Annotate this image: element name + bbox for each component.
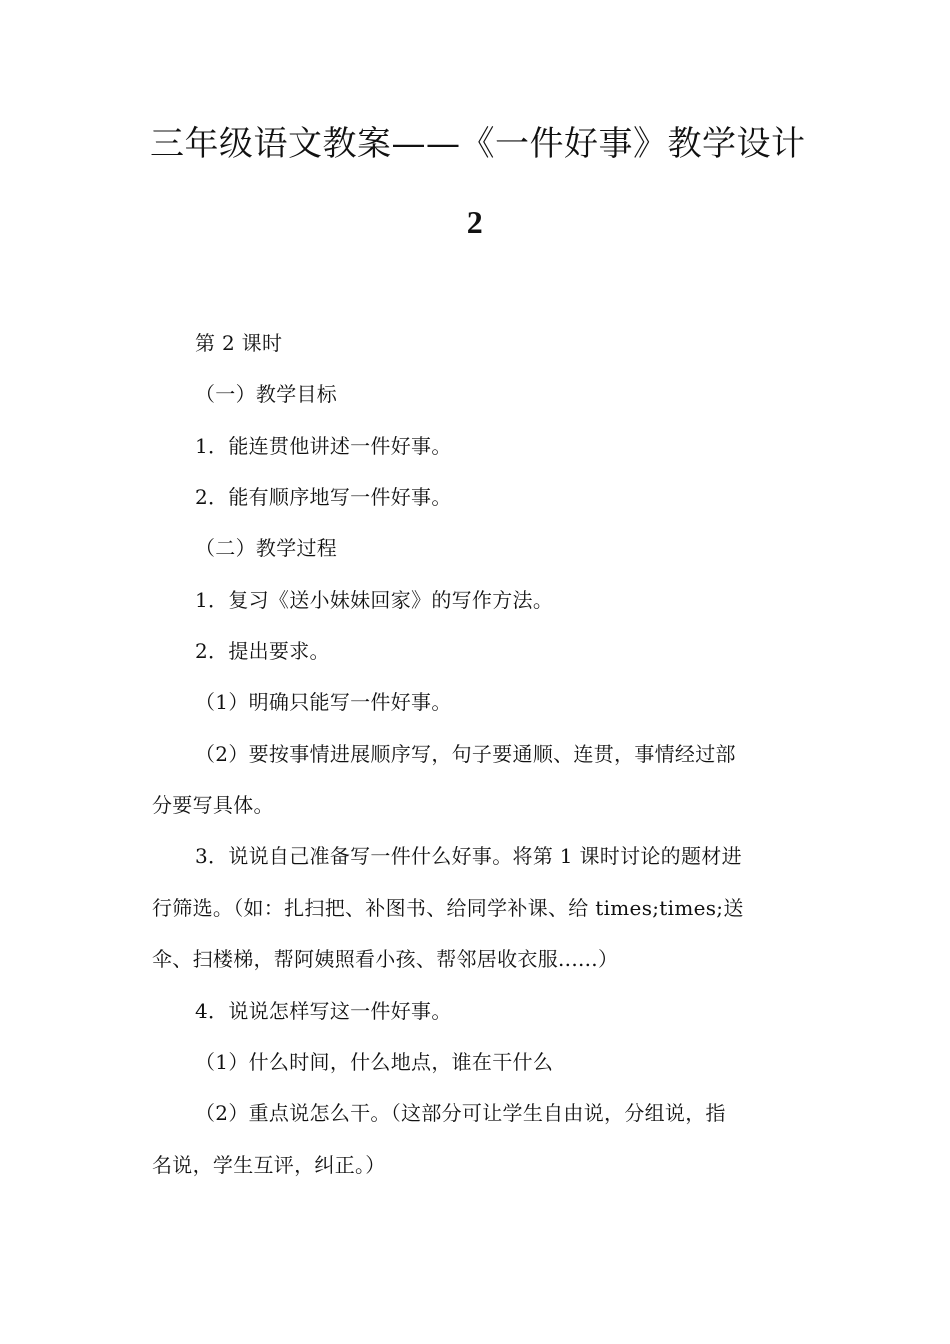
- document-title-line-1: 三年级语文教案——《一件好事》教学设计: [150, 124, 806, 164]
- requirement-item-continued: 分要写具体。: [152, 793, 274, 817]
- section-heading-objectives: （一）教学目标: [195, 382, 338, 406]
- sub-item: （1）什么时间，什么地点，谁在干什么: [195, 1050, 554, 1074]
- requirement-item: （2）要按事情进展顺序写，句子要通顺、连贯，事情经过部: [195, 742, 736, 766]
- lesson-period: 第 2 课时: [195, 331, 283, 355]
- process-item: 1．复习《送小妹妹回家》的写作方法。: [195, 588, 554, 612]
- section-heading-process: （二）教学过程: [195, 536, 338, 560]
- process-item: 3．说说自己准备写一件什么好事。将第 1 课时讨论的题材进: [195, 844, 742, 868]
- process-item: 4．说说怎样写这一件好事。: [195, 999, 452, 1023]
- process-item: 2．提出要求。: [195, 639, 330, 663]
- requirement-item: （1）明确只能写一件好事。: [195, 690, 452, 714]
- document-title-line-2: 2: [466, 204, 484, 240]
- sub-item: （2）重点说怎么干。（这部分可让学生自由说，分组说，指: [195, 1101, 726, 1125]
- sub-item-continued: 名说，学生互评，纠正。）: [152, 1153, 386, 1177]
- process-item-continued: 行筛选。（如：扎扫把、补图书、给同学补课、给 times;times;送: [152, 896, 744, 920]
- objective-item: 1．能连贯他讲述一件好事。: [195, 434, 452, 458]
- objective-item: 2．能有顺序地写一件好事。: [195, 485, 452, 509]
- process-item-continued: 伞、扫楼梯，帮阿姨照看小孩、帮邻居收衣服......）: [152, 947, 619, 971]
